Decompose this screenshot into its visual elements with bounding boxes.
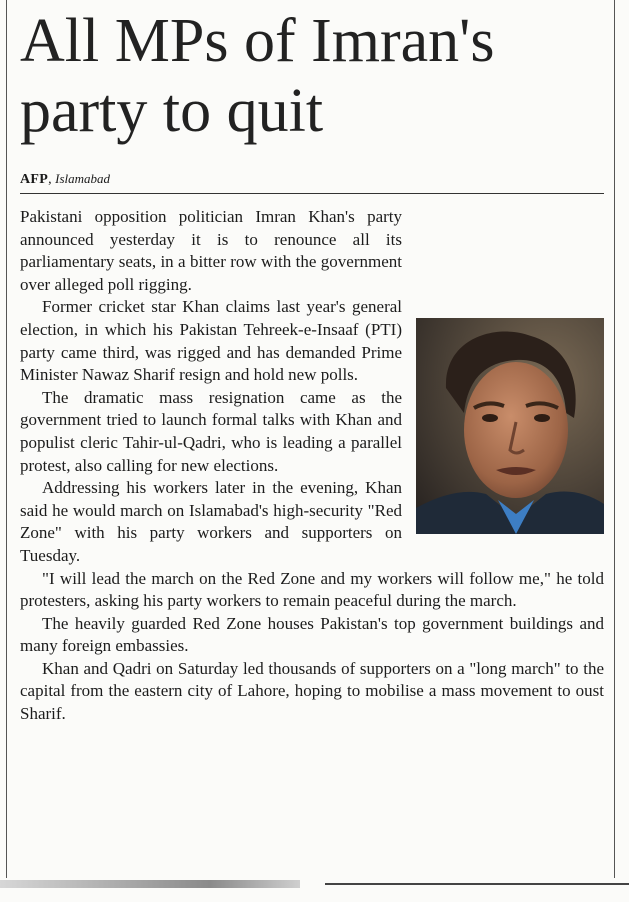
- paragraph-6: The heavily guarded Red Zone houses Pakistan's top government buildings and many foreign embassies.: [20, 613, 604, 656]
- bottom-scan-shadow: [0, 880, 300, 888]
- imran-khan-photo: [416, 318, 604, 534]
- article-body: [20, 206, 604, 726]
- paragraph-1: Pakistani opposition politician Imran Khan's party announced yesterday it is to renounce all its parliamentary seats, in a bitter row with the government over alleged poll rigging.: [20, 207, 402, 294]
- byline-separator: ,: [48, 172, 56, 187]
- byline-divider: [20, 193, 604, 194]
- byline-agency: AFP: [20, 172, 49, 187]
- bottom-rule: [325, 883, 629, 885]
- byline: [20, 171, 110, 188]
- paragraph-4: Addressing his workers later in the evening, Khan said he would march on Islamabad's high-security "Red Zone" with his party workers and supporters on Tuesday.: [20, 478, 402, 565]
- right-column-rule: [614, 0, 615, 878]
- byline-place: Islamabad: [55, 171, 111, 186]
- left-column-rule: [6, 0, 7, 878]
- paragraph-3: The dramatic mass resignation came as the government tried to launch formal talks with Khan and populist cleric Tahir-ul-Qadri, who is leading a parallel protest, also calling for new elections.: [20, 387, 402, 475]
- portrait-illustration: [416, 318, 604, 534]
- headline: All MPs of Imran's party to quit: [20, 7, 495, 145]
- paragraph-7: Khan and Qadri on Saturday led thousands of supporters on a "long march" to the capital from the eastern city of Lahore, hoping to mobilise a mass movement to oust Sharif.: [20, 658, 604, 724]
- paragraph-5: "I will lead the march on the Red Zone and my workers will follow me," he told protesters, asking his party workers to remain peaceful during the march.: [20, 568, 604, 611]
- paragraph-2: Former cricket star Khan claims last year's general election, in which his Pakistan Tehreek-e-Insaaf (PTI) party came third, was rigged and has demanded Prime Minister Nawaz Sharif resign and hold new polls.: [20, 297, 402, 385]
